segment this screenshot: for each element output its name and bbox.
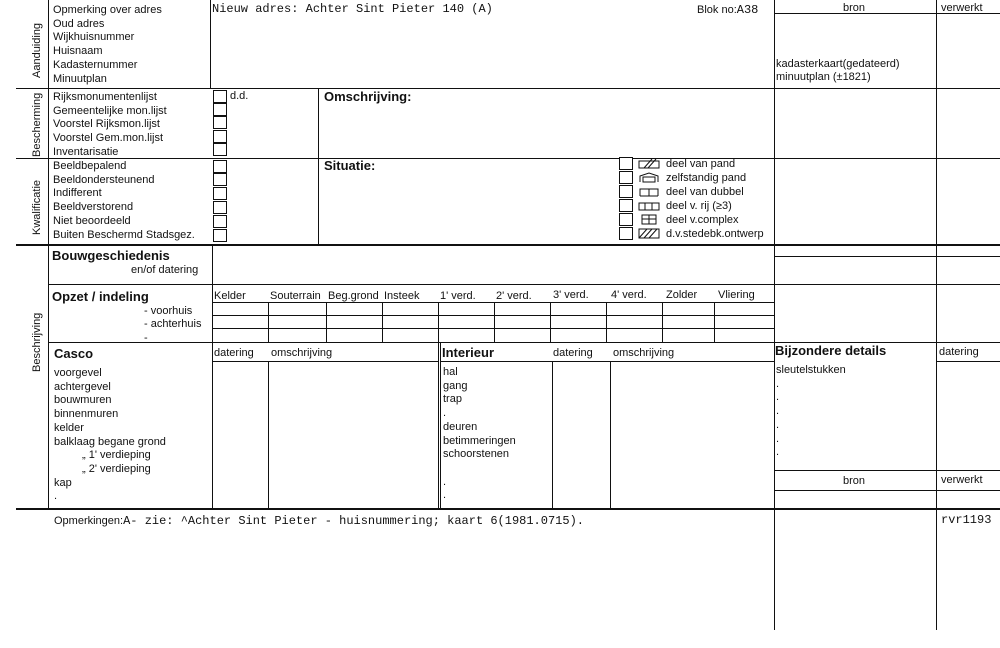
opzet-row-label: - voorhuis [144, 305, 193, 317]
interieur-label: Interieur [442, 345, 495, 360]
rule [774, 490, 1000, 491]
interieur-datering-header: datering [553, 347, 593, 359]
rule [212, 315, 774, 316]
rule [774, 0, 775, 630]
field-label: Minuutplan [53, 72, 107, 85]
urban-design-icon [638, 228, 660, 239]
option-label: deel v.complex [666, 214, 739, 226]
field-label: Beeldondersteunend [53, 173, 155, 186]
interieur-item: betimmeringen [443, 434, 516, 447]
rule [268, 361, 269, 508]
situatie-options [666, 157, 764, 241]
casco-item: „ 1' verdieping [82, 449, 151, 462]
rule [440, 342, 441, 508]
option-label: deel van pand [666, 158, 736, 170]
interieur-items [443, 366, 516, 503]
checkbox[interactable] [619, 227, 633, 240]
casco-item: „ 2' verdieping [82, 462, 151, 475]
floor-header: Zolder [666, 289, 698, 301]
checkbox[interactable] [619, 171, 633, 184]
interieur-item: trap [443, 393, 462, 406]
situatie-label: Situatie: [324, 158, 376, 173]
field-label: Rijksmonumentenlijst [53, 91, 157, 103]
rule [494, 302, 495, 342]
bijzondere-item: . [776, 418, 780, 431]
field-label: Beeldbepalend [53, 160, 127, 172]
rule [774, 470, 1000, 471]
option-label: deel v. rij (≥3) [666, 200, 732, 212]
blok-number: A38 [736, 3, 759, 17]
casco-item: bouwmuren [54, 394, 112, 407]
casco-items [54, 367, 166, 504]
floor-header: 4' verd. [611, 289, 647, 301]
rule [606, 302, 607, 342]
opmerkingen-text: A- zie: ^Achter Sint Pieter - huisnummering; kaart 6(1981.0715). [123, 514, 584, 528]
omschrijving-label: Omschrijving: [324, 89, 412, 104]
floor-header: Souterrain [270, 290, 321, 302]
section-label-bescherming: Bescherming [31, 92, 43, 157]
bijzondere-items [776, 364, 846, 460]
interieur-item: . [443, 475, 447, 488]
rule [662, 302, 663, 342]
bijzondere-item: . [776, 377, 780, 390]
blok-label [697, 4, 758, 17]
rule [16, 508, 1000, 510]
floor-header: Vliering [718, 289, 755, 301]
checkbox[interactable] [213, 143, 227, 156]
field-label: Voorstel Gem.mon.lijst [53, 132, 164, 145]
interieur-item [443, 462, 516, 476]
bescherming-fields [53, 91, 167, 160]
rule [212, 328, 774, 329]
rule [936, 342, 937, 508]
rule [212, 361, 438, 362]
checkbox[interactable] [619, 199, 633, 212]
checkbox[interactable] [213, 160, 227, 173]
casco-label: Casco [54, 346, 94, 361]
casco-item: binnenmuren [54, 408, 119, 421]
bron-source: minuutplan (±1821) [776, 71, 871, 83]
opzet-row-label: - achterhuis [144, 318, 202, 330]
field-label: Buiten Beschermd Stadsgez. [53, 228, 195, 241]
field-label: Wijkhuisnummer [53, 31, 135, 44]
checkbox[interactable] [213, 201, 227, 214]
opmerkingen [54, 515, 584, 528]
blok-label-text: Blok no: [697, 4, 737, 16]
checkbox[interactable] [213, 90, 227, 103]
casco-item: kelder [54, 421, 84, 434]
field-label: Huisnaam [53, 45, 103, 58]
opzet-label: Opzet / indeling [52, 289, 149, 304]
rule [438, 302, 439, 342]
checkbox[interactable] [213, 103, 227, 116]
house-part-icon [638, 158, 660, 169]
field-label: Niet beoordeeld [53, 214, 131, 227]
field-label: Beeldverstorend [53, 201, 134, 214]
casco-omschrijving-header: omschrijving [271, 347, 333, 359]
option-label: deel van dubbel [666, 186, 744, 198]
opzet-row-label: - [144, 332, 148, 344]
interieur-item: schoorstenen [443, 448, 510, 461]
rule [212, 246, 213, 342]
verwerkt-header-lower: verwerkt [941, 474, 983, 486]
field-label: Gemeentelijke mon.lijst [53, 104, 167, 117]
rule [440, 361, 774, 362]
field-label: Indifferent [53, 187, 102, 200]
field-label: Voorstel Rijksmon.lijst [53, 118, 160, 131]
bron-header-lower: bron [843, 475, 866, 487]
field-label: Inventarisatie [53, 145, 119, 158]
house-complex-icon [638, 214, 660, 225]
floor-header: 3' verd. [553, 289, 589, 301]
verwerkt-header: verwerkt [941, 2, 983, 14]
section-label-aanduiding: Aanduiding [31, 22, 43, 78]
bron-source: kadasterkaart(gedateerd) [776, 58, 900, 70]
interieur-item: . [443, 407, 447, 420]
checkbox[interactable] [213, 130, 227, 143]
interieur-item: deuren [443, 420, 478, 433]
checkbox[interactable] [213, 229, 227, 242]
bijzondere-label: Bijzondere details [775, 343, 887, 358]
bijzondere-item: . [776, 391, 780, 404]
rule [774, 256, 1000, 257]
house-double-icon [638, 186, 660, 197]
rule [326, 302, 327, 342]
rule [936, 0, 937, 244]
bijzondere-item: . [776, 446, 780, 459]
interieur-item: . [443, 489, 447, 502]
checkbox[interactable] [213, 116, 227, 129]
rule [936, 361, 1000, 362]
casco-item: . [54, 490, 58, 503]
field-label: Kadasternummer [53, 58, 138, 71]
casco-item: achtergevel [54, 380, 111, 393]
interieur-item: hal [443, 366, 458, 378]
casco-datering-header: datering [214, 347, 254, 359]
floor-header: Kelder [214, 290, 246, 302]
checkbox[interactable] [619, 185, 633, 198]
casco-item: kap [54, 476, 72, 489]
field-label: Opmerking over adres [53, 4, 162, 16]
aanduiding-fields [53, 4, 162, 86]
typed-address: Nieuw adres: Achter Sint Pieter 140 (A) [212, 2, 493, 16]
bijzondere-item: sleutelstukken [776, 364, 846, 376]
option-label: d.v.stedebk.ontwerp [666, 228, 764, 240]
checkbox[interactable] [213, 187, 227, 200]
bouwgeschiedenis-label: Bouwgeschiedenis [52, 248, 170, 263]
checkbox[interactable] [619, 157, 633, 170]
rule [552, 361, 553, 508]
bijzondere-item: . [776, 405, 780, 418]
floor-header: 1' verd. [440, 290, 476, 302]
rule [210, 0, 211, 88]
kwalificatie-fields [53, 160, 195, 242]
rule [382, 302, 383, 342]
floor-header: 2' verd. [496, 290, 532, 302]
bijzondere-datering-header: datering [939, 346, 979, 358]
rule [550, 302, 551, 342]
rule [610, 361, 611, 508]
rule [16, 244, 1000, 246]
section-label-beschrijving: Beschrijving [31, 312, 43, 372]
section-label-kwalificatie: Kwalificatie [31, 179, 43, 235]
casco-item: balklaag begane grond [54, 435, 166, 448]
dd-label: d.d. [230, 90, 249, 102]
rule [48, 284, 1000, 285]
rule [48, 0, 49, 508]
rule [936, 510, 937, 630]
rule [714, 302, 715, 342]
bron-header: bron [843, 2, 866, 14]
rule [318, 88, 319, 244]
rule [268, 302, 269, 342]
checkbox[interactable] [213, 215, 227, 228]
checkbox[interactable] [619, 213, 633, 226]
option-label: zelfstandig pand [666, 172, 747, 184]
datering-label: en/of datering [131, 264, 199, 276]
house-standalone-icon [638, 172, 660, 183]
rule [16, 88, 1000, 89]
interieur-item: gang [443, 379, 468, 392]
opmerkingen-label: Opmerkingen: [54, 515, 124, 527]
house-row-icon [638, 200, 660, 211]
archive-code: rvr1193 [941, 513, 992, 527]
floor-header: Insteek [384, 290, 420, 302]
rule [212, 342, 213, 508]
bijzondere-item: . [776, 432, 780, 445]
floor-header: Beg.grond [328, 290, 379, 302]
checkbox[interactable] [213, 173, 227, 186]
rule [438, 342, 439, 508]
rule [936, 246, 937, 342]
interieur-omschrijving-header: omschrijving [613, 347, 675, 359]
field-label: Oud adres [53, 17, 105, 30]
casco-item: voorgevel [54, 367, 102, 379]
